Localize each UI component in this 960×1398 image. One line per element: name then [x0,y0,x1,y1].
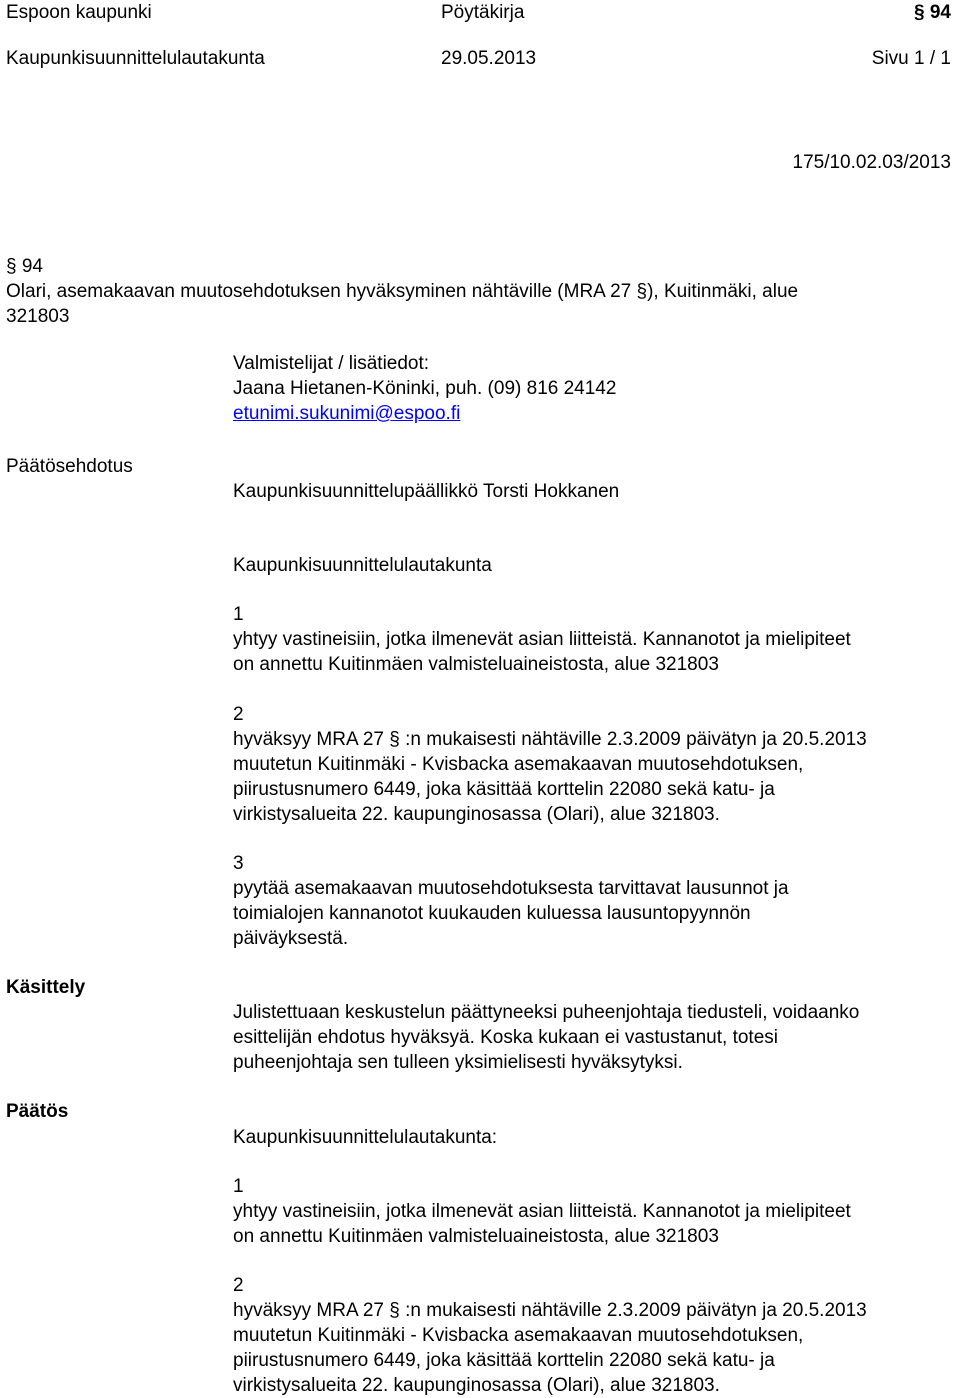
proposal-item-line: pyytää asemakaavan muutosehdotuksesta tarvittavat lausunnot ja [233,878,789,899]
proposal-heading: Päätösehdotus [6,456,133,477]
decision-item-line: yhtyy vastineisiin, jotka ilmenevät asian liitteistä. Kannanotot ja mielipiteet [233,1201,851,1222]
preparers-label: Valmistelijat / lisätiedot: [233,353,430,374]
section-mark: § [6,256,17,277]
processing-heading: Käsittely [6,977,86,998]
proposal-board: Kaupunkisuunnittelulautakunta [233,555,492,576]
item-area: 321803 [6,306,70,327]
decision-item-line: virkistysalueita 22. kaupunginosassa (Olari), alue 321803. [233,1375,720,1396]
decision-board: Kaupunkisuunnittelulautakunta: [233,1127,498,1148]
section-number: 94 [929,2,951,23]
item-title [6,279,798,304]
processing-line: esittelijän ehdotus hyväksyä. Koska kukaan ei vastustanut, totesi [233,1027,778,1048]
item-title-start: Olari, asemakaavan muutosehdotuksen hyväksyminen nähtäville (MRA 27 [6,281,632,302]
processing-line: Julistettuaan keskustelun päättyneeksi puheenjohtaja tiedusteli, voidaanko [233,1002,860,1023]
email-link[interactable]: etunimi.sukunimi@espoo.fi [233,403,461,424]
meeting-date: 29.05.2013 [441,48,537,69]
section-number-header: § 94 [914,2,951,23]
proposal-item-line: piirustusnumero 6449, joka käsittää korttelin 22080 sekä katu- ja [233,779,775,800]
preparer-contact: Jaana Hietanen-Köninki, puh. (09) 816 24142 [233,378,617,399]
proposal-item-number: 1 [233,604,244,625]
decision-item-2 [233,1273,953,1398]
reference-number: 175/10.02.03/2013 [792,152,951,173]
decision-item-line: hyväksyy MRA 27 § :n mukaisesti nähtäville 2.3.2009 päivätyn ja 20.5.2013 [233,1300,867,1321]
proposal-item-line: toimialojen kannanotot kuukauden kuluessa lausuntopyynnön [233,903,751,924]
preparers-block [233,351,953,426]
decision-item-number: 2 [233,1275,244,1296]
decision-item-line: on annettu Kuitinmäen valmisteluaineistosta, alue 321803 [233,1226,719,1247]
organization-name: Espoon kaupunki [6,2,152,23]
proposal-item-line: on annettu Kuitinmäen valmisteluaineistosta, alue 321803 [233,654,719,675]
item-title-end: ), Kuitinmäki, alue [647,281,799,302]
proposal-item-number: 2 [233,704,244,725]
page-indicator: Sivu 1 / 1 [871,48,951,69]
proposal-presenter: Kaupunkisuunnittelupäällikkö Torsti Hokkanen [233,481,620,502]
document-type: Pöytäkirja [441,2,525,23]
title-section-mark: § [636,281,648,302]
decision-item-line: piirustusnumero 6449, joka käsittää korttelin 22080 sekä katu- ja [233,1350,775,1371]
processing-line: puheenjohtaja sen tulleen yksimielisesti hyväksytyksi. [233,1052,683,1073]
decision-item-line: muutetun Kuitinmäki - Kvisbacka asemakaavan muutosehdotuksen, [233,1325,804,1346]
item-number: 94 [21,256,43,277]
proposal-item-number: 3 [233,853,244,874]
decision-item-1 [233,1174,953,1249]
processing-text [233,1000,953,1075]
committee-name: Kaupunkisuunnittelulautakunta [6,48,265,69]
proposal-item-line: hyväksyy MRA 27 § :n mukaisesti nähtäville 2.3.2009 päivätyn ja 20.5.2013 [233,729,867,750]
proposal-item-1 [233,602,953,677]
proposal-item-line: päiväyksestä. [233,928,349,949]
decision-heading: Päätös [6,1101,69,1122]
proposal-item-2 [233,702,953,827]
proposal-item-line: virkistysalueita 22. kaupunginosassa (Olari), alue 321803. [233,804,720,825]
proposal-item-3 [233,851,953,951]
decision-item-number: 1 [233,1176,244,1197]
proposal-item-line: yhtyy vastineisiin, jotka ilmenevät asian liitteistä. Kannanotot ja mielipiteet [233,629,851,650]
proposal-item-line: muutetun Kuitinmäki - Kvisbacka asemakaavan muutosehdotuksen, [233,754,804,775]
item-heading [6,254,43,279]
